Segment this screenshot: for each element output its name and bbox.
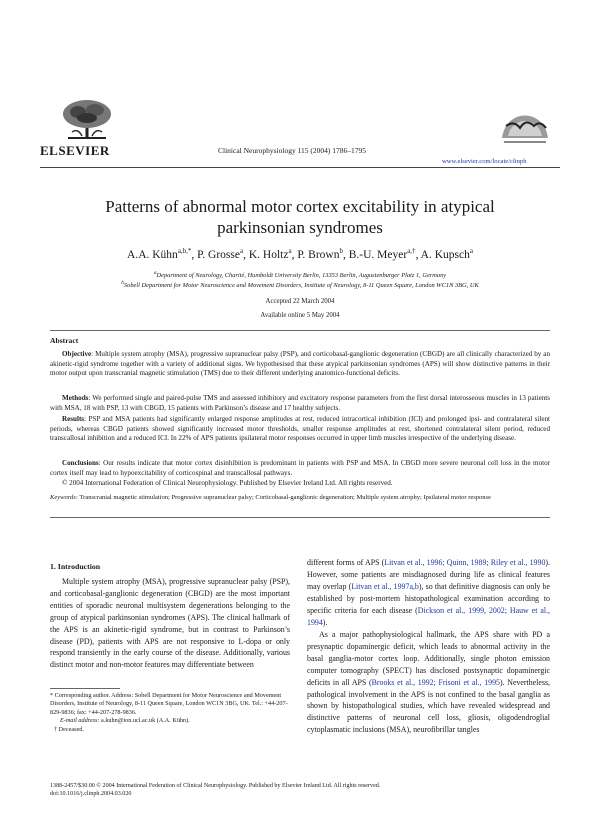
conclusions-text: : Our results indicate that motor cortex disinhibition is predominant in patients with PSP and MSA. In CBGD more severe neuronal cell loss in the motor cortex itself may lead to hypoexcitability of corticospinal and transcallosal pathways.	[50, 459, 550, 477]
header-divider	[40, 167, 560, 168]
issn-line: 1388-2457/$30.00 © 2004 International Federation of Clinical Neurophysiology. Published by Elsevier Ireland Ltd. All rights reserved.	[50, 783, 381, 789]
methods-label: Methods	[62, 394, 89, 402]
deceased-note: † Deceased.	[54, 725, 84, 733]
abstract-bottom-rule	[50, 517, 550, 518]
author-affiliation-marker: b	[339, 247, 343, 255]
author-affiliation-marker: a	[288, 247, 292, 255]
citation-link[interactable]: Litvan et al., 1997a,b	[351, 581, 419, 591]
journal-reference: Clinical Neurophysiology 115 (2004) 1786–1795	[218, 146, 367, 155]
text-fragment: ). However, some patients are misdiagnosed during life as clinical features may overlap (	[307, 558, 550, 591]
keywords-label: Keywords:	[50, 494, 78, 501]
abstract-objective	[50, 350, 550, 379]
author-affiliation-marker: a	[469, 247, 473, 255]
email-note	[50, 717, 290, 725]
author-name: , P. Brown	[291, 248, 340, 261]
journal-url-link[interactable]: www.elsevier.com/locate/clinph	[442, 158, 527, 165]
intro-paragraph-1: Multiple system atrophy (MSA), progressive supranuclear palsy (PSP), and corticobasal-ganglionic degeneration (CBGD) are the most important entities of sporadic neuronal multisystem degenerations belonging to the group of atypical parkinsonian syndromes (APS). The clinical hallmark of the APS is an akinetic-rigid syndrome, but in contrast to Parkinson’s disease (PD), patients with APS are not responsive to L-dopa or only respond transiently in the early course of the disease. Additionally, various distinct motor and non-motor features may differentiate between	[50, 577, 290, 670]
text-fragment: ).	[322, 617, 328, 627]
affiliation-a-text: Department of Neurology, Charité, Humboldt University Berlin, 13353 Berlin, Augustenburger Platz 1, Germany	[156, 272, 447, 280]
corresponding-author-note: * Corresponding author. Address: Sobell Department for Motor Neuroscience and Movement Disorders, Institute of Neurology, 8-11 Queen Square, London WC1N 3BG, UK. Tel.: +44-207-829-9836; fax: +44-207-278-9836.	[50, 692, 288, 716]
abstract-conclusions	[50, 459, 550, 478]
objective-label: Objective	[62, 350, 92, 358]
footnote-rule	[50, 688, 120, 689]
results-label: Results	[62, 415, 85, 423]
text-fragment: ), so that definitive diagnosis can only be established by post-mortem histopathological examination according to specific criteria for each disease (	[307, 581, 550, 615]
affiliation-a-marker: a	[153, 270, 157, 276]
author-name: , B.-U. Meyer	[343, 248, 408, 261]
intro-paragraph-2	[307, 629, 550, 736]
author-affiliation-marker: a,b,*	[177, 247, 192, 255]
objective-text: : Multiple system atrophy (MSA), progressive supranuclear palsy (PSP), and corticobasal-ganglionic degeneration (CBGD) are all clinically characterized by an akinetic-rigid syndrome together with a variety of additional signs. We hypothesised that these atypical parkinsonian syndromes (APS) will show distinctive patterns in their motor output upon transcranial magnetic stimulation (TMS) due to their different underlying anatomico-functional deficits.	[50, 350, 550, 378]
citation-link[interactable]: Litvan et al., 1996; Quinn, 1989; Riley et al., 1990	[384, 558, 546, 567]
methods-text: : We performed single and paired-pulse TMS and assessed inhibitory and excitatory response parameters from the first dorsal interosseous muscles in 13 patients with MSA, 18 with PSP, 13 with CBGD, 15 patients with Parkinson’s disease and 17 healthy subjects.	[50, 394, 550, 412]
title-line-1: Patterns of abnormal motor cortex excitability in atypical	[105, 197, 495, 216]
issn-copyright	[50, 782, 570, 799]
affiliation-b-text: Sobell Department for Motor Neuroscience and Movement Disorders, Institute of Neurology, 8-11 Queen Square, London WC1N 3BG, UK	[123, 282, 479, 290]
abstract-top-rule	[50, 330, 550, 331]
article-title	[60, 196, 540, 238]
author-list	[40, 247, 560, 261]
results-text: : PSP and MSA patients had significantly enlarged response amplitudes at rest, reduced intracortical inhibition (ICI) and prolonged ipsi- and contralateral silent periods, whereas CBGD patients showed significantly increased motor thresholds, smaller response amplitudes at rest, shortened contralateral silent period, reduced transcallosal inhibition and a reduced ICI. In 22% of APS patients ipsilateral motor responses occurred in upper limb muscles irrespective of the underlying disease.	[50, 415, 550, 443]
keywords	[50, 493, 550, 502]
email-address[interactable]: a.kuhn@ion.ucl.ac.uk (A.A. Kühn).	[99, 717, 190, 725]
author-affiliation-marker: a	[239, 247, 244, 255]
abstract-results	[50, 415, 550, 444]
elsevier-tree-logo	[58, 98, 116, 140]
doi-line: doi:10.1016/j.clinph.2004.03.020	[50, 791, 132, 798]
author-name: , K. Holtz	[243, 248, 289, 261]
text-fragment: As a major pathophysiological hallmark, the APS share with PD a presynaptic dopaminergic deficit, which leads to abnormal activity in the basal ganglia-motor cortex loop. Additionally, single photon emission computer tomography (SPECT) has disclosed postsynaptic dopaminergic deficits in all APS (	[307, 630, 550, 687]
affiliation-b	[40, 280, 560, 289]
conclusions-label: Conclusions	[62, 459, 99, 467]
keywords-text: Transcranial magnetic stimulation; Progressive supranuclear palsy; Corticobasal-ganglionic degeneration; Multiple system atrophy; Ipsilateral motor response	[77, 494, 491, 501]
text-fragment: ). Nevertheless, pathological involvement in the APS is not confined to the basal ganglia as shown by histopathological studies, which have revealed widespread and distinctive patterns of neuronal cell loss, gliosis, oligodendroglial cytoplasmatic inclusions (MSA), neurofibrillar tangles	[307, 677, 550, 735]
author-name: A.A. Kühn	[127, 248, 178, 261]
journal-cover-logo	[494, 98, 556, 154]
affiliation-b-marker: b	[121, 280, 124, 286]
footnotes	[50, 692, 290, 734]
intro-paragraph-1-continued	[307, 557, 550, 628]
online-date: Available online 5 May 2004	[260, 312, 340, 319]
affiliation-a	[40, 270, 560, 279]
author-name: , P. Grosse	[191, 248, 240, 261]
abstract-methods	[50, 394, 550, 413]
text-fragment: different forms of APS (	[307, 558, 385, 567]
publisher-wordmark: ELSEVIER	[40, 143, 110, 158]
abstract-heading: Abstract	[50, 336, 79, 345]
author-affiliation-marker: a,†	[407, 247, 416, 255]
citation-link[interactable]: Brooks et al., 1992; Frisoni et al., 1995	[371, 677, 500, 687]
abstract-copyright: © 2004 International Federation of Clinical Neurophysiology. Published by Elsevier Ireland Ltd. All rights reserved.	[62, 479, 393, 487]
citation-link[interactable]: Dickson et al., 1999, 2002; Hauw et al., 1994	[307, 605, 550, 627]
author-name: , A. Kupsch	[415, 248, 470, 261]
title-line-2: parkinsonian syndromes	[217, 218, 383, 237]
accepted-date: Accepted 22 March 2004	[265, 298, 335, 305]
section-heading-introduction: 1. Introduction	[50, 562, 101, 571]
email-label: E-mail address:	[60, 717, 100, 725]
